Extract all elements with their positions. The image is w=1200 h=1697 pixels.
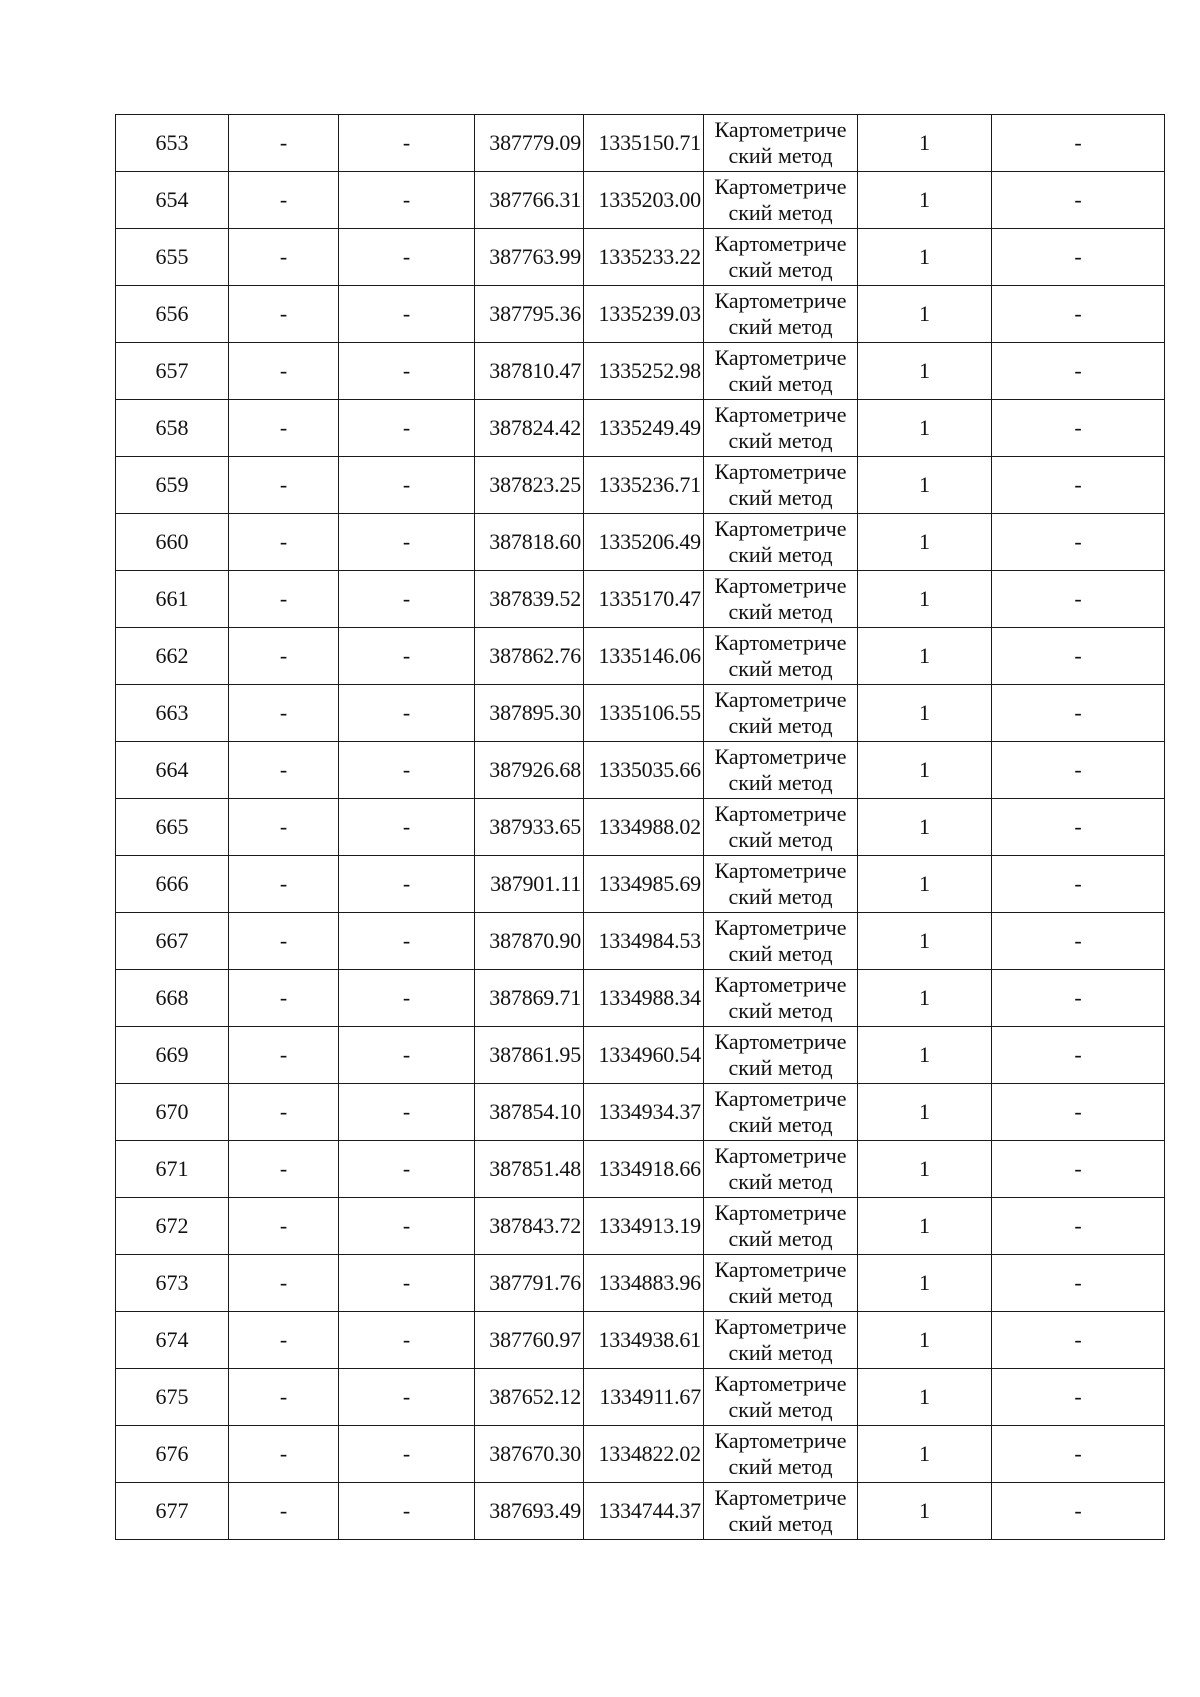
method-cell: [704, 1027, 858, 1084]
x-coordinate-cell: 387791.76: [475, 1255, 584, 1312]
y-coordinate-cell: 1335146.06: [584, 628, 704, 685]
y-coordinate-cell: 1334960.54: [584, 1027, 704, 1084]
description-cell: -: [992, 172, 1165, 229]
method-line-2: ский метод: [728, 257, 833, 282]
method-line-2: ский метод: [728, 1226, 833, 1251]
y-coordinate-cell: 1334744.37: [584, 1483, 704, 1540]
method-line-1: Картометриче: [714, 1086, 847, 1111]
precision-cell: 1: [858, 457, 992, 514]
empty-value-cell: -: [229, 1426, 339, 1483]
description-cell: -: [992, 571, 1165, 628]
description-cell: -: [992, 1027, 1165, 1084]
method-line-2: ский метод: [728, 1511, 833, 1536]
description-cell: -: [992, 514, 1165, 571]
method-cell: [704, 1141, 858, 1198]
method-cell: [704, 1426, 858, 1483]
empty-value-cell: -: [339, 1426, 475, 1483]
precision-cell: 1: [858, 1027, 992, 1084]
empty-value-cell: -: [339, 1483, 475, 1540]
point-number-cell: 676: [116, 1426, 229, 1483]
description-cell: -: [992, 685, 1165, 742]
precision-cell: 1: [858, 799, 992, 856]
description-cell: -: [992, 1198, 1165, 1255]
method-line-2: ский метод: [728, 827, 833, 852]
method-line-1: Картометриче: [714, 1200, 847, 1225]
description-cell: -: [992, 970, 1165, 1027]
empty-value-cell: -: [229, 1255, 339, 1312]
empty-value-cell: -: [229, 571, 339, 628]
precision-cell: 1: [858, 1255, 992, 1312]
empty-value-cell: -: [229, 913, 339, 970]
y-coordinate-cell: 1334822.02: [584, 1426, 704, 1483]
method-cell: [704, 856, 858, 913]
precision-cell: 1: [858, 1369, 992, 1426]
y-coordinate-cell: 1335239.03: [584, 286, 704, 343]
y-coordinate-cell: 1334934.37: [584, 1084, 704, 1141]
empty-value-cell: -: [339, 913, 475, 970]
method-cell: [704, 286, 858, 343]
x-coordinate-cell: 387810.47: [475, 343, 584, 400]
method-cell: [704, 1483, 858, 1540]
method-cell: [704, 742, 858, 799]
precision-cell: 1: [858, 1141, 992, 1198]
method-line-2: ский метод: [728, 1397, 833, 1422]
description-cell: -: [992, 1369, 1165, 1426]
empty-value-cell: -: [339, 685, 475, 742]
x-coordinate-cell: 387652.12: [475, 1369, 584, 1426]
x-coordinate-cell: 387843.72: [475, 1198, 584, 1255]
y-coordinate-cell: 1334985.69: [584, 856, 704, 913]
point-number-cell: 671: [116, 1141, 229, 1198]
point-number-cell: 664: [116, 742, 229, 799]
point-number-cell: 666: [116, 856, 229, 913]
method-line-1: Картометриче: [714, 1314, 847, 1339]
precision-cell: 1: [858, 1084, 992, 1141]
empty-value-cell: -: [339, 1141, 475, 1198]
method-line-2: ский метод: [728, 656, 833, 681]
x-coordinate-cell: 387824.42: [475, 400, 584, 457]
point-number-cell: 660: [116, 514, 229, 571]
method-cell: [704, 571, 858, 628]
precision-cell: 1: [858, 571, 992, 628]
method-line-2: ский метод: [728, 998, 833, 1023]
method-line-1: Картометриче: [714, 174, 847, 199]
description-cell: -: [992, 457, 1165, 514]
empty-value-cell: -: [339, 229, 475, 286]
method-cell: [704, 913, 858, 970]
empty-value-cell: -: [339, 457, 475, 514]
method-line-2: ский метод: [728, 200, 833, 225]
x-coordinate-cell: 387901.11: [475, 856, 584, 913]
description-cell: -: [992, 628, 1165, 685]
x-coordinate-cell: 387854.10: [475, 1084, 584, 1141]
method-line-2: ский метод: [728, 1340, 833, 1365]
table-row: [116, 1369, 1165, 1426]
x-coordinate-cell: 387862.76: [475, 628, 584, 685]
table-row: [116, 400, 1165, 457]
empty-value-cell: -: [339, 514, 475, 571]
method-cell: [704, 1369, 858, 1426]
x-coordinate-cell: 387933.65: [475, 799, 584, 856]
y-coordinate-cell: 1334918.66: [584, 1141, 704, 1198]
method-line-1: Картометриче: [714, 402, 847, 427]
table-row: [116, 799, 1165, 856]
table-row: [116, 1426, 1165, 1483]
precision-cell: 1: [858, 856, 992, 913]
point-number-cell: 656: [116, 286, 229, 343]
x-coordinate-cell: 387823.25: [475, 457, 584, 514]
y-coordinate-cell: 1335233.22: [584, 229, 704, 286]
empty-value-cell: -: [229, 1369, 339, 1426]
empty-value-cell: -: [339, 1027, 475, 1084]
x-coordinate-cell: 387795.36: [475, 286, 584, 343]
method-cell: [704, 400, 858, 457]
empty-value-cell: -: [339, 856, 475, 913]
point-number-cell: 673: [116, 1255, 229, 1312]
y-coordinate-cell: 1335106.55: [584, 685, 704, 742]
method-cell: [704, 172, 858, 229]
method-cell: [704, 685, 858, 742]
table-row: [116, 1312, 1165, 1369]
point-number-cell: 653: [116, 115, 229, 172]
method-cell: [704, 457, 858, 514]
point-number-cell: 665: [116, 799, 229, 856]
point-number-cell: 670: [116, 1084, 229, 1141]
table-row: [116, 172, 1165, 229]
method-cell: [704, 1312, 858, 1369]
method-line-2: ский метод: [728, 599, 833, 624]
method-line-2: ский метод: [728, 143, 833, 168]
point-number-cell: 668: [116, 970, 229, 1027]
x-coordinate-cell: 387839.52: [475, 571, 584, 628]
method-line-1: Картометриче: [714, 573, 847, 598]
y-coordinate-cell: 1334938.61: [584, 1312, 704, 1369]
method-line-2: ский метод: [728, 485, 833, 510]
precision-cell: 1: [858, 1198, 992, 1255]
description-cell: -: [992, 115, 1165, 172]
y-coordinate-cell: 1335170.47: [584, 571, 704, 628]
empty-value-cell: -: [339, 343, 475, 400]
method-line-1: Картометриче: [714, 915, 847, 940]
empty-value-cell: -: [229, 1483, 339, 1540]
description-cell: -: [992, 229, 1165, 286]
empty-value-cell: -: [229, 1198, 339, 1255]
empty-value-cell: -: [229, 856, 339, 913]
method-cell: [704, 970, 858, 1027]
table-row: [116, 742, 1165, 799]
method-line-2: ский метод: [728, 371, 833, 396]
precision-cell: 1: [858, 1312, 992, 1369]
empty-value-cell: -: [339, 1312, 475, 1369]
y-coordinate-cell: 1335236.71: [584, 457, 704, 514]
empty-value-cell: -: [339, 742, 475, 799]
x-coordinate-cell: 387895.30: [475, 685, 584, 742]
table-row: [116, 457, 1165, 514]
method-cell: [704, 1198, 858, 1255]
table-row: [116, 571, 1165, 628]
point-number-cell: 655: [116, 229, 229, 286]
point-number-cell: 657: [116, 343, 229, 400]
method-line-1: Картометриче: [714, 1371, 847, 1396]
method-line-1: Картометриче: [714, 1029, 847, 1054]
description-cell: -: [992, 1426, 1165, 1483]
description-cell: -: [992, 1483, 1165, 1540]
method-line-1: Картометриче: [714, 1143, 847, 1168]
table-row: [116, 856, 1165, 913]
empty-value-cell: -: [229, 970, 339, 1027]
method-line-2: ский метод: [728, 1283, 833, 1308]
description-cell: -: [992, 400, 1165, 457]
empty-value-cell: -: [339, 400, 475, 457]
point-number-cell: 667: [116, 913, 229, 970]
method-line-2: ский метод: [728, 428, 833, 453]
method-line-1: Картометриче: [714, 1428, 847, 1453]
method-cell: [704, 799, 858, 856]
method-line-1: Картометриче: [714, 1485, 847, 1510]
description-cell: -: [992, 1141, 1165, 1198]
empty-value-cell: -: [339, 1198, 475, 1255]
empty-value-cell: -: [339, 799, 475, 856]
table-body: [116, 115, 1165, 1540]
method-line-2: ский метод: [728, 770, 833, 795]
precision-cell: 1: [858, 628, 992, 685]
precision-cell: 1: [858, 286, 992, 343]
precision-cell: 1: [858, 742, 992, 799]
method-line-2: ский метод: [728, 884, 833, 909]
empty-value-cell: -: [229, 286, 339, 343]
empty-value-cell: -: [229, 1084, 339, 1141]
method-cell: [704, 628, 858, 685]
empty-value-cell: -: [229, 229, 339, 286]
method-line-2: ский метод: [728, 314, 833, 339]
method-line-1: Картометриче: [714, 801, 847, 826]
description-cell: -: [992, 856, 1165, 913]
y-coordinate-cell: 1334988.34: [584, 970, 704, 1027]
method-cell: [704, 1084, 858, 1141]
table-row: [116, 1255, 1165, 1312]
description-cell: -: [992, 1084, 1165, 1141]
method-line-1: Картометриче: [714, 345, 847, 370]
method-line-2: ский метод: [728, 1112, 833, 1137]
point-number-cell: 677: [116, 1483, 229, 1540]
method-cell: [704, 1255, 858, 1312]
empty-value-cell: -: [229, 343, 339, 400]
empty-value-cell: -: [339, 628, 475, 685]
method-line-1: Картометриче: [714, 972, 847, 997]
method-line-1: Картометриче: [714, 630, 847, 655]
empty-value-cell: -: [339, 172, 475, 229]
description-cell: -: [992, 1312, 1165, 1369]
method-line-2: ский метод: [728, 1169, 833, 1194]
method-line-2: ский метод: [728, 1055, 833, 1080]
table-row: [116, 685, 1165, 742]
y-coordinate-cell: 1335150.71: [584, 115, 704, 172]
precision-cell: 1: [858, 229, 992, 286]
x-coordinate-cell: 387779.09: [475, 115, 584, 172]
precision-cell: 1: [858, 400, 992, 457]
y-coordinate-cell: 1335252.98: [584, 343, 704, 400]
precision-cell: 1: [858, 514, 992, 571]
coordinates-table: [115, 114, 1165, 1540]
method-cell: [704, 229, 858, 286]
point-number-cell: 658: [116, 400, 229, 457]
precision-cell: 1: [858, 1426, 992, 1483]
table-row: [116, 115, 1165, 172]
precision-cell: 1: [858, 913, 992, 970]
method-line-1: Картометриче: [714, 231, 847, 256]
x-coordinate-cell: 387766.31: [475, 172, 584, 229]
table-row: [116, 343, 1165, 400]
y-coordinate-cell: 1334911.67: [584, 1369, 704, 1426]
empty-value-cell: -: [229, 172, 339, 229]
empty-value-cell: -: [229, 457, 339, 514]
x-coordinate-cell: 387670.30: [475, 1426, 584, 1483]
method-line-2: ский метод: [728, 941, 833, 966]
table-row: [116, 913, 1165, 970]
method-line-2: ский метод: [728, 713, 833, 738]
method-line-1: Картометриче: [714, 687, 847, 712]
description-cell: -: [992, 286, 1165, 343]
y-coordinate-cell: 1334913.19: [584, 1198, 704, 1255]
description-cell: -: [992, 913, 1165, 970]
y-coordinate-cell: 1335206.49: [584, 514, 704, 571]
table-row: [116, 1141, 1165, 1198]
empty-value-cell: -: [229, 742, 339, 799]
table-row: [116, 1198, 1165, 1255]
precision-cell: 1: [858, 115, 992, 172]
method-line-1: Картометриче: [714, 516, 847, 541]
description-cell: -: [992, 742, 1165, 799]
table-row: [116, 1483, 1165, 1540]
x-coordinate-cell: 387851.48: [475, 1141, 584, 1198]
description-cell: -: [992, 1255, 1165, 1312]
description-cell: -: [992, 799, 1165, 856]
table-row: [116, 628, 1165, 685]
empty-value-cell: -: [339, 571, 475, 628]
empty-value-cell: -: [229, 799, 339, 856]
precision-cell: 1: [858, 685, 992, 742]
table-row: [116, 970, 1165, 1027]
y-coordinate-cell: 1335249.49: [584, 400, 704, 457]
method-cell: [704, 115, 858, 172]
method-cell: [704, 514, 858, 571]
empty-value-cell: -: [339, 115, 475, 172]
x-coordinate-cell: 387818.60: [475, 514, 584, 571]
method-line-2: ский метод: [728, 542, 833, 567]
x-coordinate-cell: 387760.97: [475, 1312, 584, 1369]
empty-value-cell: -: [339, 1369, 475, 1426]
empty-value-cell: -: [229, 115, 339, 172]
x-coordinate-cell: 387869.71: [475, 970, 584, 1027]
empty-value-cell: -: [229, 1027, 339, 1084]
x-coordinate-cell: 387926.68: [475, 742, 584, 799]
precision-cell: 1: [858, 1483, 992, 1540]
method-line-2: ский метод: [728, 1454, 833, 1479]
precision-cell: 1: [858, 343, 992, 400]
x-coordinate-cell: 387763.99: [475, 229, 584, 286]
table-row: [116, 1084, 1165, 1141]
precision-cell: 1: [858, 970, 992, 1027]
x-coordinate-cell: 387693.49: [475, 1483, 584, 1540]
point-number-cell: 661: [116, 571, 229, 628]
point-number-cell: 669: [116, 1027, 229, 1084]
method-line-1: Картометриче: [714, 459, 847, 484]
precision-cell: 1: [858, 172, 992, 229]
empty-value-cell: -: [229, 514, 339, 571]
empty-value-cell: -: [229, 1141, 339, 1198]
table-row: [116, 286, 1165, 343]
empty-value-cell: -: [229, 685, 339, 742]
method-line-1: Картометриче: [714, 858, 847, 883]
y-coordinate-cell: 1334984.53: [584, 913, 704, 970]
empty-value-cell: -: [229, 1312, 339, 1369]
y-coordinate-cell: 1334988.02: [584, 799, 704, 856]
point-number-cell: 659: [116, 457, 229, 514]
point-number-cell: 662: [116, 628, 229, 685]
empty-value-cell: -: [229, 400, 339, 457]
method-line-1: Картометриче: [714, 117, 847, 142]
empty-value-cell: -: [339, 1084, 475, 1141]
point-number-cell: 654: [116, 172, 229, 229]
y-coordinate-cell: 1334883.96: [584, 1255, 704, 1312]
point-number-cell: 675: [116, 1369, 229, 1426]
empty-value-cell: -: [339, 970, 475, 1027]
description-cell: -: [992, 343, 1165, 400]
table-row: [116, 229, 1165, 286]
point-number-cell: 672: [116, 1198, 229, 1255]
point-number-cell: 674: [116, 1312, 229, 1369]
empty-value-cell: -: [229, 628, 339, 685]
method-line-1: Картометриче: [714, 288, 847, 313]
x-coordinate-cell: 387870.90: [475, 913, 584, 970]
empty-value-cell: -: [339, 1255, 475, 1312]
method-cell: [704, 343, 858, 400]
x-coordinate-cell: 387861.95: [475, 1027, 584, 1084]
y-coordinate-cell: 1335203.00: [584, 172, 704, 229]
y-coordinate-cell: 1335035.66: [584, 742, 704, 799]
point-number-cell: 663: [116, 685, 229, 742]
empty-value-cell: -: [339, 286, 475, 343]
method-line-1: Картометриче: [714, 1257, 847, 1282]
table-row: [116, 1027, 1165, 1084]
table-row: [116, 514, 1165, 571]
method-line-1: Картометриче: [714, 744, 847, 769]
